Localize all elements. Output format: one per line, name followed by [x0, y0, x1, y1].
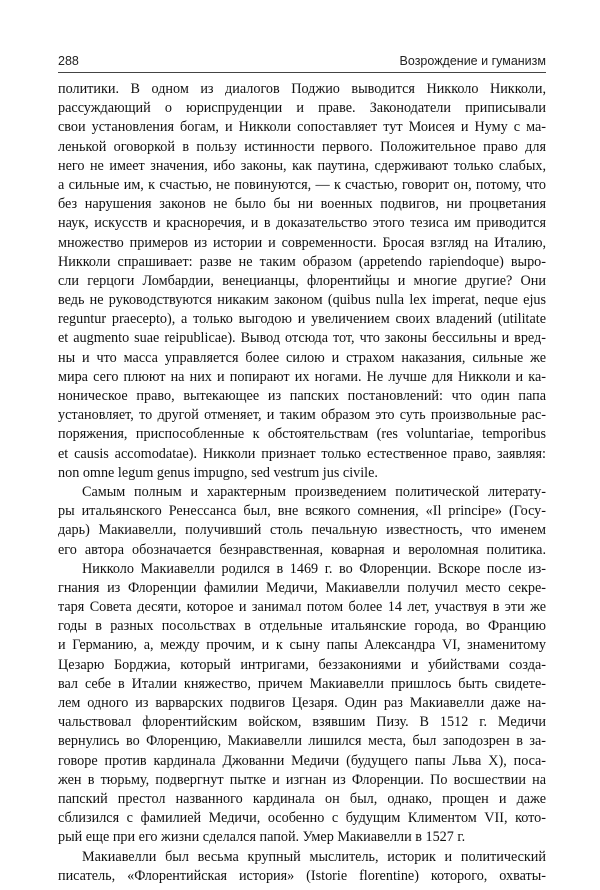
text-line: политики. В одном из диалогов Поджио выводится Никколо Никколи, — [58, 81, 546, 97]
body-text — [58, 80, 546, 886]
text-line: et causis accomodatae). Никколи признает только естественное право, заявляя: — [58, 445, 546, 462]
text-line: et augmento suae reipublicae). Вывод отсюда тот, что законы бессильны и вред- — [58, 330, 546, 347]
header-rule — [58, 72, 546, 73]
text-line: жен в тюрьму, подвергнут пытке и изгнан из Флоренции. По восшествии на — [58, 771, 546, 788]
text-line: без нарушения законов не было бы ни военных подвигов, ни процветания — [58, 196, 546, 213]
text-line: чальствовал флорентийским войском, взявшим Пизу. В 1512 г. Медичи — [58, 714, 546, 731]
text-line: reguntur praecepto), а только выгодою и увеличением своих владений (utilitate — [58, 311, 546, 328]
text-line: папский престол названного кардинала он был, однако, прощен и даже — [58, 790, 546, 807]
text-line: вал себе в Италии княжество, причем Макиавелли пришлось быть свидете- — [58, 675, 546, 692]
text-line: ры итальянского Ренессанса был, вне всякого сомнения, «Il principe» (Госу- — [58, 503, 546, 520]
text-line: годы в разных посольствах в отдельные итальянские города, во Францию — [58, 618, 546, 635]
text-line: сблизился с фамилией Медичи, особенно с будущим Климентом VII, кото- — [58, 810, 546, 827]
text-line: поряжения, приспособленные к обстоятельствам (res voluntariae, temporibus — [58, 426, 546, 443]
text-line: писатель, «Флорентийская история» (Istorie florentine) которого, охваты- — [58, 867, 546, 884]
text-line: Макиавелли был весьма крупный мыслитель, историк и политический — [82, 848, 546, 865]
text-line: рый еще при его жизни сделался папой. Умер Макиавелли в 1527 г. — [58, 829, 466, 846]
text-line: гнания из Флоренции фамилии Медичи, Макиавелли получил место секре- — [58, 579, 546, 596]
text-line: ноническое право, вытекающее из папских постановлений: что один папа — [58, 388, 546, 404]
text-line: Самым полным и характерным произведением политической литерату- — [82, 483, 546, 500]
text-line: установляет, то другой отменяет, и таким образом это суть произвольные рас- — [58, 407, 546, 424]
text-line: свои установления богам, и Никколи сопоставляет тут Моисея и Нуму с ма- — [58, 119, 546, 136]
text-line: ны и что масса управляется более силою и страхом наказания, сильные же — [58, 349, 546, 366]
section-title: Возрождение и гуманизм — [399, 54, 546, 68]
text-line: таря Совета десяти, которое и занимал потом более 14 лет, участвуя в эти же — [58, 599, 546, 616]
text-line: говоре против кардинала Джованни Медичи (будущего папы Льва X), посa- — [58, 752, 546, 769]
text-line: а сильные им, к счастью, не повинуются, — к счастью, говорит он, потому, что — [58, 176, 546, 193]
text-line: Никколи спрашивает: разве не таким образом (appetendo rapiendoque) выро- — [58, 253, 546, 270]
text-line: мира сего плюют на них и попирают их ногами. Не лучше для Никколи и ка- — [58, 368, 546, 385]
text-line: сли герцоги Ломбардии, венецианцы, флорентийцы и многие другие? Они — [58, 272, 546, 289]
text-line: ленькой оговоркой в пользу истинности первого. Положительное право для — [58, 138, 546, 155]
text-line: наук, искусств и красноречия, и в доказательство этого тезиса им приводится — [58, 215, 546, 232]
text-line: рассуждающий о юриспруденции и праве. Законодатели приписывали — [58, 100, 546, 117]
text-line: него не имеет значения, ибо законы, как паутина, сдерживают только слабых, — [58, 157, 546, 174]
page-number: 288 — [58, 54, 79, 68]
text-line: дарь) Макиавелли, получивший столь печальную известность, что именем — [58, 522, 546, 539]
text-line: и Германию, а, между прочим, и к сыну папы Александра VI, знаменитому — [58, 637, 546, 654]
text-line: Никколо Макиавелли родился в 1469 г. во Флоренции. Вскоре после из- — [82, 560, 546, 577]
text-line: non omne legum genus impugno, sed vestrum jus civile. — [58, 464, 378, 481]
text-line: множество примеров из истории и современности. Бросая взгляд на Италию, — [58, 234, 546, 251]
text-line: ведь не руководствуются никаким законом (quibus nulla lex imperat, neque ejus — [58, 292, 546, 309]
text-line: лем одного из варварских подвигов Цезаря. Один раз Макиавелли даже на- — [58, 695, 546, 711]
text-line: его автора обозначается безнравственная, коварная и вероломная политика. — [58, 541, 546, 558]
text-line: вернулись во Флоренцию, Макиавелли лишился места, был заподозрен в за- — [58, 733, 546, 750]
text-line: Цезарю Борджиа, который интригами, беззакониями и убийствами созда- — [58, 656, 546, 673]
